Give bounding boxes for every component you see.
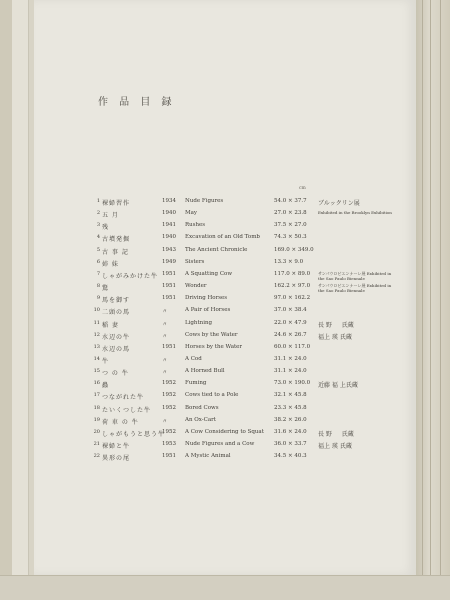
- work-title-jp: しゃがもうと思う牛: [102, 430, 166, 438]
- table-row: [0, 210, 450, 222]
- work-size: 117.0 × 89.0: [274, 270, 311, 277]
- table-row: [0, 392, 450, 404]
- work-note: 長 野 氏蔵: [318, 430, 354, 438]
- work-title-jp: 古墳発掘: [102, 236, 131, 244]
- work-number: 18: [93, 404, 100, 411]
- table-row: [0, 307, 450, 319]
- work-size: 54.0 × 37.7: [274, 198, 307, 204]
- work-size: 32.1 × 45.8: [274, 392, 307, 399]
- work-note: 長 野 氏蔵: [318, 321, 354, 329]
- work-title-en: Bored Cows: [185, 404, 219, 411]
- work-title-jp: 異形の尾: [102, 455, 131, 463]
- table-row: [0, 405, 450, 417]
- work-size: 27.0 × 23.8: [274, 210, 307, 217]
- work-note: サンパウロビエンナーレ展 Exhibited in the Sao Paulo Biennale: [318, 270, 392, 281]
- work-title-jp: 驚: [102, 285, 110, 293]
- table-row: [0, 332, 450, 344]
- work-number: 17: [93, 392, 100, 399]
- work-year: 〃: [162, 357, 168, 364]
- work-year: 1952: [162, 380, 176, 387]
- table-row: [0, 429, 450, 441]
- work-title-en: Nude Figures: [185, 198, 224, 204]
- work-number: 13: [93, 343, 100, 350]
- work-title-jp: 裸婦習作: [102, 200, 131, 207]
- work-note: 近藤 福 上氏蔵: [318, 382, 358, 390]
- work-title-en: Sisters: [185, 258, 205, 265]
- work-title-jp: 牛: [102, 357, 110, 365]
- work-year: 1951: [162, 283, 176, 290]
- work-number: 11: [93, 319, 100, 326]
- work-year: 1952: [162, 392, 176, 399]
- work-number: 8: [96, 283, 100, 290]
- table-row: [0, 380, 450, 392]
- work-size: 74.3 × 50.3: [274, 234, 307, 241]
- work-title-jp: 水辺の牛: [102, 333, 131, 341]
- table-row: [0, 453, 450, 465]
- table-row: [0, 320, 450, 332]
- work-size: 13.3 × 9.0: [274, 258, 304, 265]
- work-title-en: Fuming: [185, 380, 207, 387]
- work-title-jp: 荷 車 の 牛: [102, 418, 139, 426]
- work-title-en: Nude Figures and a Cow: [185, 441, 255, 447]
- work-note: 福上 瑛 氏蔵: [318, 443, 352, 450]
- table-row: [0, 356, 450, 368]
- work-title-en: Cows tied to a Pole: [185, 392, 239, 399]
- work-year: 1952: [162, 404, 176, 411]
- work-title-en: Driving Horses: [185, 295, 228, 302]
- work-number: 21: [93, 441, 100, 447]
- work-year: 1951: [162, 270, 176, 277]
- work-title-en: Cows by the Water: [185, 331, 238, 338]
- work-number: 15: [93, 368, 100, 375]
- work-title-jp: たいくつした牛: [102, 406, 152, 414]
- work-title-jp: 稲 妻: [102, 321, 119, 329]
- work-year: 1949: [162, 258, 176, 265]
- work-note: ブルックリン展: [318, 200, 360, 207]
- work-note: サンパウロビエンナーレ展 Exhibited in the Sao Paulo Biennale: [318, 283, 392, 294]
- work-title-en: A Cow Considering to Squat: [185, 428, 264, 435]
- work-title-jp: 馬を御す: [102, 297, 131, 305]
- work-number: 9: [96, 295, 100, 302]
- work-title-jp: 姉 妹: [102, 260, 119, 268]
- work-year: 1951: [162, 295, 176, 302]
- work-size: 162.2 × 97.0: [274, 283, 311, 290]
- work-number: 4: [96, 234, 100, 241]
- work-title-en: An Ox-Cart: [185, 416, 216, 423]
- table-row: [0, 247, 450, 259]
- work-title-jp: つ の 牛: [102, 370, 129, 378]
- work-number: 14: [93, 355, 100, 362]
- work-number: 7: [96, 270, 100, 277]
- page-title: 作 品 目 録: [98, 97, 176, 108]
- table-row: [0, 344, 450, 356]
- work-number: 10: [93, 307, 100, 314]
- table-row: [0, 295, 450, 307]
- work-size: 169.0 × 349.0: [274, 246, 314, 253]
- work-size: 73.0 × 190.0: [274, 380, 311, 387]
- work-number: 16: [93, 380, 100, 387]
- table-row: [0, 234, 450, 246]
- work-size: 31.6 × 24.0: [274, 428, 307, 435]
- work-title-en: A Pair of Horses: [185, 307, 231, 314]
- work-title-en: Horses by the Water: [185, 343, 243, 350]
- work-year: 1940: [162, 234, 176, 241]
- book-edge-bottom: [0, 575, 450, 600]
- work-year: 〃: [162, 309, 168, 316]
- work-year: 〃: [162, 321, 168, 328]
- table-row: [0, 368, 450, 380]
- work-size: 97.0 × 162.2: [274, 295, 311, 302]
- work-size: 31.1 × 24.0: [274, 368, 307, 375]
- work-title-en: A Mystic Animal: [185, 453, 231, 460]
- work-note: Exhibited in the Brooklyn Exhibition: [318, 210, 392, 216]
- table-row: [0, 271, 450, 283]
- work-number: 5: [96, 246, 100, 253]
- work-year: 〃: [162, 370, 168, 377]
- work-year: 1943: [162, 246, 176, 253]
- work-year: 〃: [162, 333, 168, 340]
- work-title-en: Lightning: [185, 319, 213, 326]
- work-number: 2: [96, 210, 100, 217]
- work-size: 38.2 × 26.0: [274, 416, 307, 423]
- work-title-en: A Cod: [185, 355, 202, 362]
- work-title-jp: しゃがみかけた牛: [102, 272, 159, 280]
- work-title-en: A Horned Bull: [185, 368, 225, 375]
- size-unit-label: cm: [299, 186, 306, 191]
- work-number: 6: [96, 258, 100, 265]
- work-year: 1941: [162, 222, 176, 229]
- work-year: 1934: [162, 198, 176, 204]
- work-size: 24.6 × 26.7: [274, 331, 307, 338]
- work-number: 3: [96, 222, 100, 229]
- work-title-jp: 蟲: [102, 382, 110, 390]
- work-title-en: Excavation of an Old Tomb: [185, 234, 260, 241]
- work-title-jp: 水辺の馬: [102, 345, 131, 353]
- work-year: 1940: [162, 210, 176, 217]
- work-year: 1953: [162, 441, 176, 447]
- work-year: 〃: [162, 418, 168, 425]
- work-title-en: A Squatting Cow: [185, 270, 233, 277]
- work-title-en: May: [185, 210, 198, 217]
- work-size: 37.5 × 27.0: [274, 222, 307, 229]
- work-size: 36.0 × 33.7: [274, 441, 307, 447]
- work-size: 34.5 × 40.3: [274, 453, 307, 460]
- table-row: [0, 441, 450, 453]
- table-row: [0, 259, 450, 271]
- table-row: [0, 198, 450, 210]
- work-size: 31.1 × 24.0: [274, 355, 307, 362]
- table-row: [0, 417, 450, 429]
- work-title-en: The Ancient Chronicle: [185, 246, 248, 253]
- work-size: 22.0 × 47.9: [274, 319, 307, 326]
- work-title-en: Rushes: [185, 222, 206, 229]
- work-number: 1: [96, 198, 100, 204]
- work-year: 1952: [162, 428, 176, 435]
- work-title-jp: 残: [102, 224, 110, 232]
- work-title-jp: 裸婦と牛: [102, 443, 131, 450]
- work-size: 60.0 × 117.0: [274, 343, 311, 350]
- work-title-jp: つながれた牛: [102, 394, 145, 402]
- work-title-jp: 五 月: [102, 212, 119, 220]
- work-number: 22: [93, 453, 100, 460]
- work-title-en: Wonder: [185, 283, 207, 290]
- table-row: [0, 283, 450, 295]
- work-note: 福上 瑛 氏蔵: [318, 333, 352, 341]
- work-year: 1951: [162, 343, 176, 350]
- work-title-jp: 二頭の馬: [102, 309, 131, 317]
- work-number: 19: [93, 416, 100, 423]
- work-size: 37.0 × 38.4: [274, 307, 307, 314]
- work-number: 12: [93, 331, 100, 338]
- work-year: 1951: [162, 453, 176, 460]
- work-number: 20: [93, 428, 100, 435]
- work-title-jp: 古 事 記: [102, 248, 129, 256]
- work-size: 23.3 × 45.8: [274, 404, 307, 411]
- table-row: [0, 222, 450, 234]
